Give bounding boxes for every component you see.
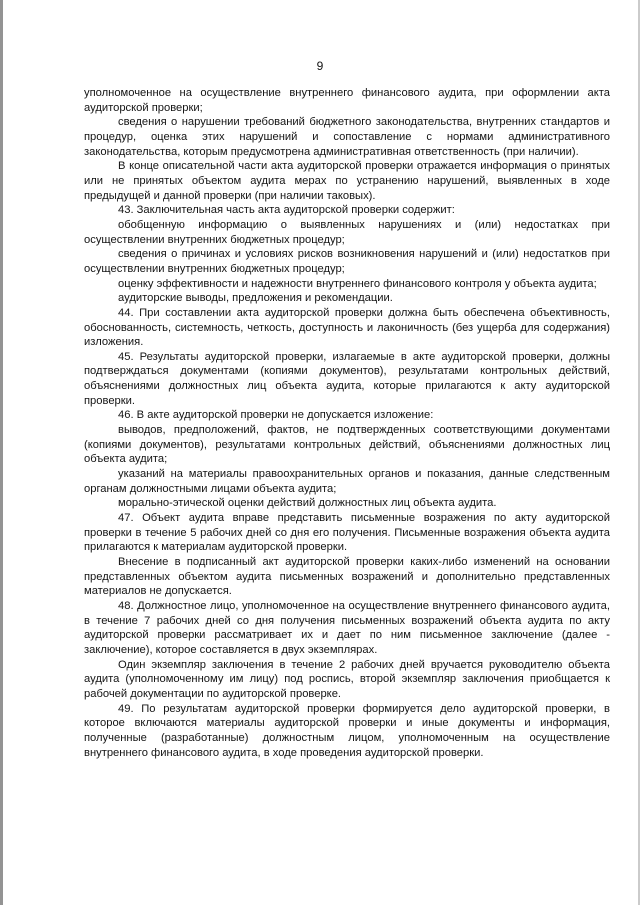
paragraph: аудиторские выводы, предложения и рекомендации. (118, 292, 393, 305)
section-heading-43: 43. Заключительная часть акта аудиторской проверки содержит: (118, 204, 455, 217)
paragraph: выводов, предположений, фактов, не подтвержденных соответствующими документами (копиями документов), результатами контрольных действий, объяснениями должностных лиц объекта аудита; (84, 424, 610, 466)
section-paragraph-48: 48. Должностное лицо, уполномоченное на осуществление внутреннего финансового аудита, в течение 7 рабочих дней со дня получения письменных возражений объекта аудита по акту аудиторской проверки рассматривает их и дает по ним письменное заключение (далее - заключение), которое составляется в двух экземплярах. (84, 599, 610, 656)
paragraph: оценку эффективности и надежности внутреннего финансового контроля у объекта аудита; (118, 277, 597, 290)
paragraph: указаний на материалы правоохранительных органов и показания, данные следственным органам должностными лицами объекта аудита; (84, 468, 610, 495)
paragraph: уполномоченное на осуществление внутреннего финансового аудита, при оформлении акта аудиторской проверки; (84, 87, 610, 114)
paragraph: Внесение в подписанный акт аудиторской проверки каких-либо изменений на основании представленных объектом аудита письменных возражений и дополнительно представленных материалов не допускается. (84, 556, 610, 598)
paragraph: В конце описательной части акта аудиторской проверки отражается информация о принятых или не принятых объектом аудита мерах по устранению нарушений, выявленных в ходе предыдущей и данной проверки (при наличии таковых). (84, 160, 610, 202)
paragraph: морально-этической оценки действий должностных лиц объекта аудита. (118, 497, 497, 510)
section-heading-46: 46. В акте аудиторской проверки не допускается изложение: (118, 409, 434, 422)
page-number: 9 (316, 59, 324, 73)
section-paragraph-44: 44. При составлении акта аудиторской проверки должна быть обеспечена объективность, обоснованность, системность, четкость, доступность и лаконичность (без ущерба для содержания) изложения. (84, 306, 610, 349)
section-paragraph-47: 47. Объект аудита вправе представить письменные возражения по акту аудиторской проверки в течение 5 рабочих дней со дня его получения. Письменные возражения объекта аудита прилагаются к материалам аудиторской проверки. (84, 512, 610, 554)
paragraph: сведения о нарушении требований бюджетного законодательства, внутренних стандартов и процедур, оценка этих нарушений и сопоставление с нормами административного законодательства, которым предусмотрена административная ответственность (при наличии). (84, 116, 610, 158)
document-body (84, 86, 610, 760)
section-paragraph-49: 49. По результатам аудиторской проверки формируется дело аудиторской проверки, в которое включаются материалы аудиторской проверки и иные документы и информация, полученные (разработанные) должностным лицом, уполномоченным на осуществление внутреннего финансового аудита, в ходе проведения аудиторской проверки. (84, 702, 610, 759)
section-paragraph-45: 45. Результаты аудиторской проверки, излагаемые в акте аудиторской проверки, должны подтверждаться документами (копиями документов), результатами контрольных действий, объяснениями должностных лиц объекта аудита, которые прилагаются к акту аудиторской проверки. (84, 350, 610, 407)
scan-edge-left (0, 0, 3, 905)
paragraph: Один экземпляр заключения в течение 2 рабочих дней вручается руководителю объекта аудита (уполномоченному им лицу) под роспись, второй экземпляр заключения приобщается к рабочей документации по аудиторской проверке. (84, 658, 610, 700)
paragraph: обобщенную информацию о выявленных нарушениях и (или) недостатках при осуществлении внутренних бюджетных процедур; (84, 218, 610, 246)
paragraph: сведения о причинах и условиях рисков возникновения нарушений и (или) недостатков при осуществлении внутренних бюджетных процедур; (84, 248, 610, 275)
